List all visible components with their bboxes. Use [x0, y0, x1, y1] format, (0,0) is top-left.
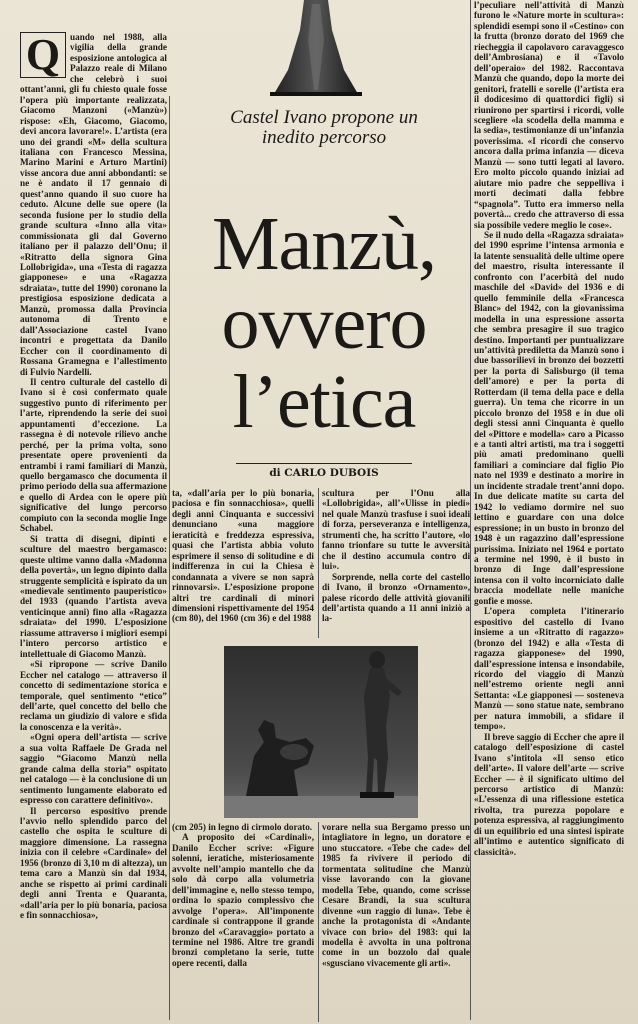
headline	[176, 202, 472, 444]
headline-line-1: Manzù,	[211, 202, 437, 286]
paragraph: vorare nella sua Bergamo presso un intagliatore in legno, un doratore e uno stuccatore. «Tebe che cade» del 1985 fa rivivere il periodo di tormentata solitudine che Manzù visse lavorando con la giovane modella Tebe, quando, come scrisse Cesare Brandi, la sua scultura divenne «un raggio di luna». Tebe è anche la protagonista di «Andante vivace con brio» del 1983: qui la modella è avvolta in una poltrona come in un bozzolo dal quale «sgusciano vivacemente gli arti».	[322, 822, 470, 968]
kicker: Castel Ivano propone un inedito percorso	[230, 107, 418, 148]
article-column-mid-4	[322, 822, 470, 1022]
paragraph: «Ogni opera dell’artista — scrive a sua volta Raffaele De Grada nel saggio “Giacomo Manzù nella grande calma della storia” ospitato nel catalogo — è la conclusione di un sentimento lungamente elaborato ed espresso con carattere definitivo».	[20, 732, 167, 806]
headline-line-3: l’etica	[232, 360, 416, 444]
column-rule	[318, 822, 319, 1022]
headline-line-2: ovvero	[221, 281, 427, 365]
paragraph: Si tratta di disegni, dipinti e sculture del maestro bergamasco: queste ultime vanno dalla «Madonna della povertà», un legno dipinto dalla struggente semplicità e ispirato da un «medievale sentimento pauperistico» del 1933 (quando l’artista aveva venticinque anni) fino alla «Ragazza sdraiata» del 1990. L’esposizione riassume attraverso i migliori esempi l’intero percorso artistico e intellettuale di Giacomo Manzù.	[20, 533, 167, 659]
article-column-left	[20, 32, 167, 1018]
article-column-mid-3	[172, 822, 314, 1022]
article-column-mid-2	[322, 488, 470, 638]
paragraph: L’opera completa l’itinerario espositivo del castello di Ivano insieme a un «Ritratto di ragazzo» (bronzo del 1942) e alla «Testa di ragazza giapponese» del 1990, dall’espressione intensa e insondabile, ricordo del viaggio di Manzù nell’estremo oriente negli anni Settanta: «Le giapponesi — sosteneva Manzù — sono statue nate, sembrano per natura immobili, a sfidare il tempo».	[474, 606, 624, 732]
dropcap: Q	[20, 32, 66, 78]
paragraph: (cm 205) in legno di cirmolo dorato.	[172, 822, 313, 832]
sculpture-photo	[224, 646, 418, 818]
article-column-right	[474, 0, 624, 1020]
paragraph: Sorprende, nella corte del castello di Ivano, il bronzo «Ornamento», palese ricordo delle attività giovanili dell’artista quando a 11 anni iniziò a la-	[322, 571, 470, 624]
paragraph: Se il nudo della «Ragazza sdraiata» del 1990 esprime l’intensa armonia e la latente sensualità delle ultime opere del maestro, risulta interessante il confronto con l’acerbità del nudo maschile del «David» del 1936 e di quello femminile della «Francesca Blanc» del 1942, con la giovanissima modella in una espressione assorta che sembra presagire il suo tragico destino. Importanti per puntualizzare un’attività prediletta da Manzù sono i due bassorilievi in bronzo dei bozzetti per la porta di Salisburgo (il tema dell’amore) e per la porta di Rotterdam (il tema della pace e della guerra). Un tema che ricorre in un piccolo bronzo del 1958 e in due oli degli stessi anni Cinquanta è quello del «Pittore e modella» caro a Picasso e a tanti altri artisti, ma tra i soggetti più amati predominano quelli familiari a cominciare dal figlio Pio nato nel 1939 e destinato a morire in un incidente stradale trent’anni dopo. In due delicate matite su carta del 1942 lo vediamo dormire nel suo lettino e guardare con una dolce espressione; in un busto in bronzo del 1948 è un ragazzino dall’espressione purissima. Iniziato nel 1964 e portato a termine nel 1990, è il busto in bronzo di Inge dall’espressione intensa con il volto incorniciato dalle braccia modellate nelle maniche gonfie e mosse.	[474, 229, 624, 606]
paragraph: Il breve saggio di Eccher che apre il catalogo dell’esposizione di castel Ivano s’intitola «Il senso etico dell’arte». Il valore dell’arte — scrive Eccher — è il significato ultimo del percorso artistico di Manzù: «L’essenza di una riflessione estetica rivolta, tra purezza popolare e potenza espressiva, al raggiungimento di un equilibrio ed una sintesi ispirate all’intimo e autentico significato di classicità».	[474, 731, 624, 857]
paragraph: Il percorso espositivo prende l’avvio nello splendido parco del castello che ospita le sculture di maggiore dimensione. La rassegna inizia con il celebre «Cardinale» del 1956 (bronzo di 3,10 m di altezza), un tema caro a Manzù sin dal 1934, anche se rispetto ai primi cardinali degli anni Trenta e Quaranta, «dall’aria per lo più bonaria, paciosa e fin sonnacchiosa»,	[20, 805, 167, 921]
paragraph: Il centro culturale del castello di Ivano si è così confermato quale suggestivo punto di riferimento per l’arte, riprendendo la serie dei suoi appuntamenti d’eccezione. La rassegna è di notevole rilievo anche perché, per la prima volta, sono presentate opere provenienti da entrambi i rami familiari di Manzù, quello bergamasco che documenta il primo periodo della sua affermazione e quello di Ardea con le opere più significative del lungo percorso compiuto con la seconda moglie Inge Schabel.	[20, 376, 167, 534]
byline: di CARLO DUBOIS	[236, 463, 412, 479]
column-rule	[169, 96, 170, 1020]
paragraph: l’peculiare nell’attività di Manzù furono le «Nature morte in scultura»: splendidi esempi sono il «Cestino» con la frutta (bronzo dorato del 1969 che riecheggia il capolavoro caravaggesco dell’Ambrosiana) e il «Tavolo dell’operaio» del 1982. Raccontava Manzù che quando, dopo la morte dei genitori, fratelli e sorelle (l’artista era il dodicesimo di quattordici figli) si riunirono per spartirsi i ricordi, volle scegliere «la scodella della mamma e la sedia», testimonianze di un’infanzia poverissima. «I ricordi che conservo ancora dalla prima infanzia — diceva Manzù — sono tutti legati al lavoro. Ero molto piccolo quando iniziai ad aiutare mio padre che seppelliva i morti decimati dalla febbre “spagnola”. Tutto era immerso nella povertà... credo che attraverso di essa sia possibile vedere meglio le cose».	[474, 0, 624, 230]
article-column-mid-1	[172, 488, 314, 638]
paragraph: uando nel 1988, alla vigilia della grande esposizione antologica al Palazzo reale di Milano che celebrò i suoi ottant’anni, gli fu chiesto quale fosse l’opera più importante realizzata, Giacomo Manzoni («Manzù») rispose: «Eh, Giacomo, Giacomo, devi ancora lavorare!». L’artista (era uno dei grandi «M» della scultura italiana con Francesco Messina, Marino Marini e Arturo Martini) visse ancora due anni abbondanti: se ne è andato il 17 gennaio di quest’anno quando il suo cuore ha ceduto. Alcune delle sue opere (la seconda fusione per lo studio della grande scultura «Inno alla vita» commissionata gli dal Governo italiano per il palazzo dell’Onu; il «Ritratto della signora Gina Lollobrigida», una «Testa di ragazza giapponese» e una «Ragazza sdraiata», tutte del 1990) coronano la prestigiosa esposizione dedicata a Manzù, promossa dalla Provincia autonoma di Trento e dall’Associazione castel Ivano incontri e progettata da Danilo Eccher con il coordinamento di Rossana Gramegna e l’allestimento di Fulvio Nardelli.	[20, 32, 167, 377]
cardinal-sculpture-image	[266, 0, 366, 96]
paragraph: A proposito dei «Cardinali», Danilo Eccher scrive: «Figure solenni, ieratiche, misteriosamente avvolte nell’ampio mantello che da solo dà corpo alla volumetria dell’immagine e, nello stesso tempo, ordina lo spazio complessivo che avvolge l’opera». All’imponente cardinale si contrappone il grande bronzo del «Caravaggio» portato a termine nel 1986. Altre tre grandi bronzi completano la serie, tutte opere recenti, dalla	[172, 832, 314, 968]
paragraph: «Si ripropone — scrive Danilo Eccher nel catalogo — attraverso il concetto di sedimentazione storica e temporale, quel sentimento “etico” dell’arte, quel concetto del bello che reclama un giudizio di valore e sfida la conoscenza e la verità».	[20, 659, 167, 732]
paragraph: scultura per l’Onu alla «Lollobrigida», all’«Ulisse in piedi» nel quale Manzù trasfuse i suoi ideali di forza, perseveranza e intelligenza, strumenti che, ha scritto l’autore, «lo fanno trionfare su tutte le avversità che il destino accumula contro di lui».	[322, 488, 470, 572]
column-rule	[318, 488, 319, 638]
paragraph: ta, «dall’aria per lo più bonaria, paciosa e fin sonnacchiosa», quelli degli anni Cinquanta e successivi denunciano «una maggiore ieraticità e freddezza espressiva, quasi che l’artista abbia voluto esprimere il senso di solitudine e di indifferenza in cui la Chiesa è condannata a vivere se non saprà rinnovarsi». L’esposizione propone altri tre cardinali di minori dimensioni rispettivamente del 1954 (cm 80), del 1960 (cm 36) e del 1988	[172, 488, 314, 624]
column-rule	[470, 0, 471, 1020]
